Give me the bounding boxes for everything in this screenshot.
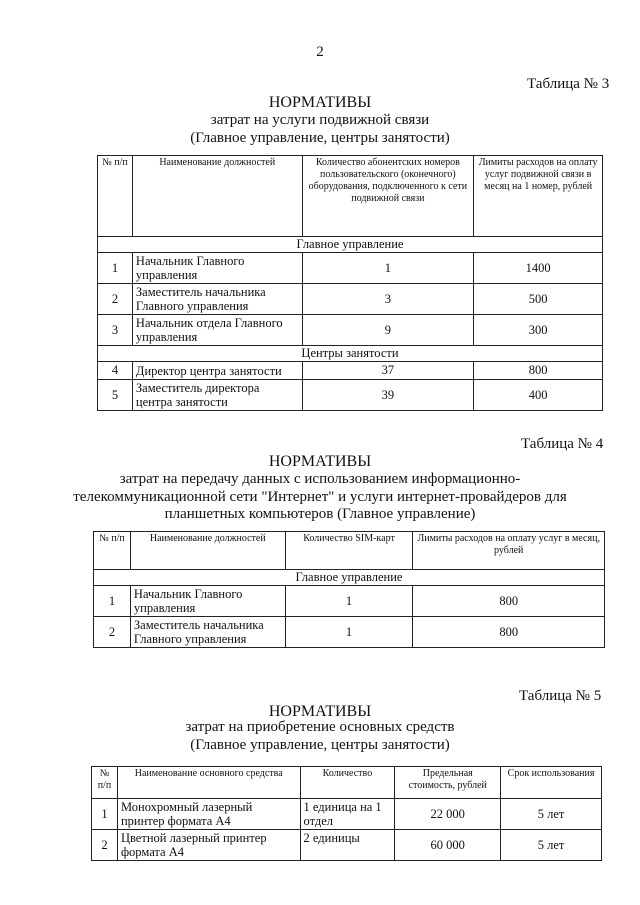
table5-row1-name: Монохромный лазерный принтер формата А4 xyxy=(117,799,300,830)
table5-title: НОРМАТИВЫ xyxy=(268,703,372,720)
table-row xyxy=(98,253,603,284)
table4-row1-name: Начальник Главного управления xyxy=(130,586,285,617)
table5-subtitle-1: затрат на приобретение основных средств xyxy=(185,719,455,735)
table3-row1-name: Начальник Главного управления xyxy=(132,253,302,284)
table4-header-count: Количество SIM-карт xyxy=(285,532,413,570)
table3-row3-num: 3 xyxy=(98,315,133,346)
table4-title: НОРМАТИВЫ xyxy=(268,453,372,470)
table3-row4-num: 4 xyxy=(98,362,133,380)
table3-row5-limit: 400 xyxy=(474,380,603,411)
table3-row3-name: Начальник отдела Главного управления xyxy=(132,315,302,346)
table5-row1-num: 1 xyxy=(92,799,118,830)
table4-header-position: Наименование должностей xyxy=(130,532,285,570)
table4-row2-num: 2 xyxy=(94,617,131,648)
table3-row3-limit: 300 xyxy=(474,315,603,346)
table3-subtitle-2: (Главное управление, центры занятости) xyxy=(190,130,450,146)
table4 xyxy=(93,531,605,648)
table3-row5-name: Заместитель директора центра занятости xyxy=(132,380,302,411)
table3-row2-name: Заместитель начальника Главного управления xyxy=(132,284,302,315)
table3-row5-count: 39 xyxy=(302,380,474,411)
table4-label: Таблица № 4 xyxy=(521,436,604,452)
table5-row2-count: 2 единицы xyxy=(300,830,395,861)
table5-header-num: № п/п xyxy=(92,767,118,799)
table3-subtitle-1: затрат на услуги подвижной связи xyxy=(210,112,430,128)
table3 xyxy=(97,155,603,411)
table4-subtitle-2: телекоммуникационной сети "Интернет" и услуги интернет-провайдеров для xyxy=(73,489,567,505)
table5-label: Таблица № 5 xyxy=(519,688,602,704)
table4-row2-count: 1 xyxy=(285,617,413,648)
table3-row1-count: 1 xyxy=(302,253,474,284)
table4-header-num: № п/п xyxy=(94,532,131,570)
table5-row2-num: 2 xyxy=(92,830,118,861)
table3-row4-count: 37 xyxy=(302,362,474,380)
table3-row2-count: 3 xyxy=(302,284,474,315)
table3-section-centers: Центры занятости xyxy=(98,346,603,362)
table3-header-num: № п/п xyxy=(98,156,133,237)
table5-row1-term: 5 лет xyxy=(501,799,602,830)
table-row xyxy=(92,830,602,861)
table3-row1-limit: 1400 xyxy=(474,253,603,284)
table5-row2-name: Цветной лазерный принтер формата А4 xyxy=(117,830,300,861)
table4-subtitle-3: планшетных компьютеров (Главное управление) xyxy=(164,506,476,522)
table5-row2-term: 5 лет xyxy=(501,830,602,861)
table-row xyxy=(98,380,603,411)
page-number: 2 xyxy=(316,44,324,60)
table3-row3-count: 9 xyxy=(302,315,474,346)
table3-row2-num: 2 xyxy=(98,284,133,315)
table3-row2-limit: 500 xyxy=(474,284,603,315)
table-row xyxy=(92,799,602,830)
table3-row1-num: 1 xyxy=(98,253,133,284)
table3-row5-num: 5 xyxy=(98,380,133,411)
table3-row4-limit: 800 xyxy=(474,362,603,380)
table3-header-limit: Лимиты расходов на оплату услуг подвижной связи в месяц на 1 номер, рублей xyxy=(474,156,603,237)
table5-header-price: Предельная стоимость, рублей xyxy=(395,767,501,799)
table5-subtitle-2: (Главное управление, центры занятости) xyxy=(190,737,450,753)
table3-header-count: Количество абонентских номеров пользовательского (оконечного) оборудования, подключенного к сети подвижной связи xyxy=(302,156,474,237)
table5-header-count: Количество xyxy=(300,767,395,799)
table4-header-limit: Лимиты расходов на оплату услуг в месяц, рублей xyxy=(413,532,605,570)
table-row xyxy=(94,617,605,648)
table3-title: НОРМАТИВЫ xyxy=(268,94,372,111)
table5-row1-price: 22 000 xyxy=(395,799,501,830)
table3-row4-name: Директор центра занятости xyxy=(132,362,302,380)
table4-section-main: Главное управление xyxy=(94,570,605,586)
table4-row2-name: Заместитель начальника Главного управления xyxy=(130,617,285,648)
table4-row1-num: 1 xyxy=(94,586,131,617)
table3-section-main: Главное управление xyxy=(98,237,603,253)
table5-header-name: Наименование основного средства xyxy=(117,767,300,799)
table4-row1-count: 1 xyxy=(285,586,413,617)
table4-row2-limit: 800 xyxy=(413,617,605,648)
table-row xyxy=(98,315,603,346)
table-row xyxy=(94,586,605,617)
table3-header-position: Наименование должностей xyxy=(132,156,302,237)
table4-subtitle-1: затрат на передачу данных с использованием информационно- xyxy=(119,471,521,487)
table5 xyxy=(91,766,602,861)
table5-header-term: Срок использования xyxy=(501,767,602,799)
table3-label: Таблица № 3 xyxy=(527,76,610,92)
table5-row1-count: 1 единица на 1 отдел xyxy=(300,799,395,830)
table-row xyxy=(98,284,603,315)
table-row xyxy=(98,362,603,380)
table4-row1-limit: 800 xyxy=(413,586,605,617)
table5-row2-price: 60 000 xyxy=(395,830,501,861)
